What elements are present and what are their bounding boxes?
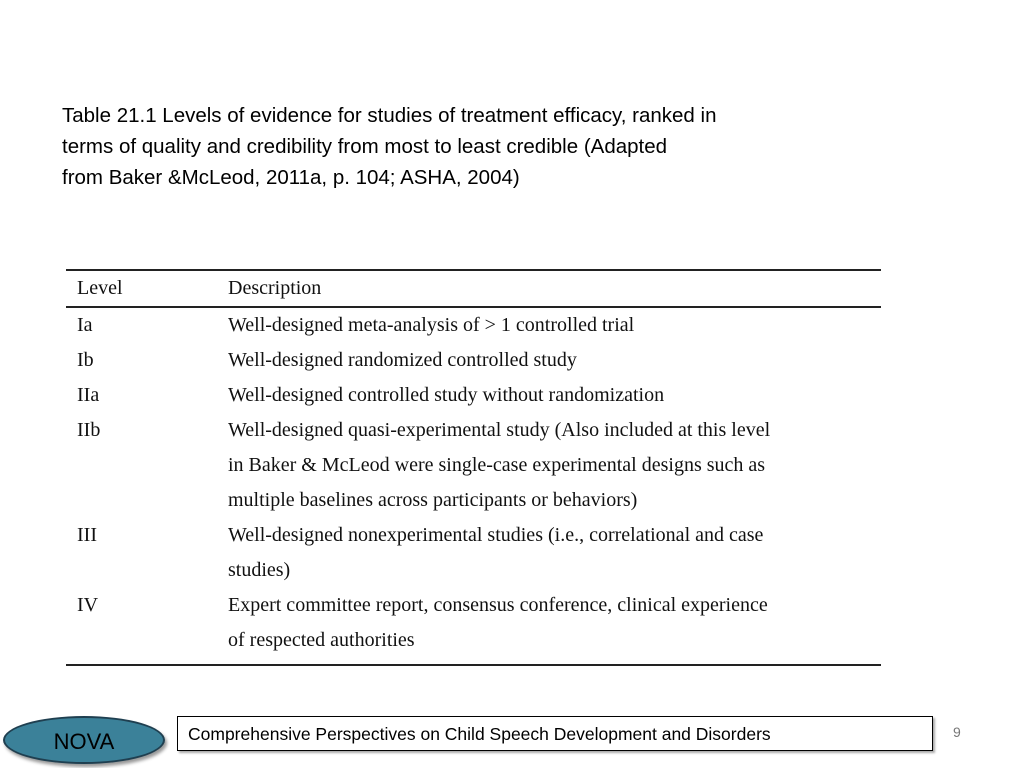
- row-description: Well-designed nonexperimental studies (i.e., correlational and case: [228, 524, 764, 546]
- footer-book-title: Comprehensive Perspectives on Child Speech Development and Disorders: [177, 716, 933, 751]
- title-line: from Baker &McLeod, 2011a, p. 104; ASHA, 2004): [62, 166, 520, 189]
- row-level: IIb: [77, 419, 101, 441]
- row-description: studies): [228, 559, 291, 581]
- table-row: [66, 483, 881, 518]
- row-level: Ib: [77, 349, 94, 371]
- title-line: Table 21.1 Levels of evidence for studies of treatment efficacy, ranked in: [62, 104, 717, 127]
- row-description: Expert committee report, consensus conference, clinical experience: [228, 594, 768, 616]
- table-row: [66, 518, 881, 553]
- row-description: Well-designed controlled study without randomization: [228, 384, 665, 406]
- nova-logo: NOVA: [3, 716, 165, 764]
- table-row: [66, 308, 881, 343]
- title-line: terms of quality and credibility from most to least credible (Adapted: [62, 135, 668, 158]
- header-description: Description: [228, 277, 322, 299]
- table-row: [66, 588, 881, 623]
- row-level: Ia: [77, 314, 93, 336]
- slide-title: [62, 100, 862, 193]
- evidence-table: [66, 269, 881, 666]
- table-body: [66, 308, 881, 658]
- row-level: III: [77, 524, 97, 546]
- table-row: [66, 343, 881, 378]
- row-description: in Baker & McLeod were single-case experimental designs such as: [228, 454, 766, 476]
- row-description: of respected authorities: [228, 629, 415, 651]
- table-row: [66, 413, 881, 448]
- row-level: IIa: [77, 384, 100, 406]
- table-row: [66, 553, 881, 588]
- header-level: Level: [77, 277, 123, 299]
- table-bottom-rule: [66, 664, 881, 666]
- row-description: Well-designed quasi-experimental study (Also included at this level: [228, 419, 771, 441]
- table-row: [66, 448, 881, 483]
- table-row: [66, 623, 881, 658]
- table-row: [66, 378, 881, 413]
- row-description: Well-designed randomized controlled study: [228, 349, 577, 371]
- table-header: [66, 271, 881, 306]
- row-level: IV: [77, 594, 99, 616]
- row-description: Well-designed meta-analysis of > 1 controlled trial: [228, 314, 635, 336]
- row-description: multiple baselines across participants or behaviors): [228, 489, 638, 511]
- page-number: 9: [953, 724, 961, 740]
